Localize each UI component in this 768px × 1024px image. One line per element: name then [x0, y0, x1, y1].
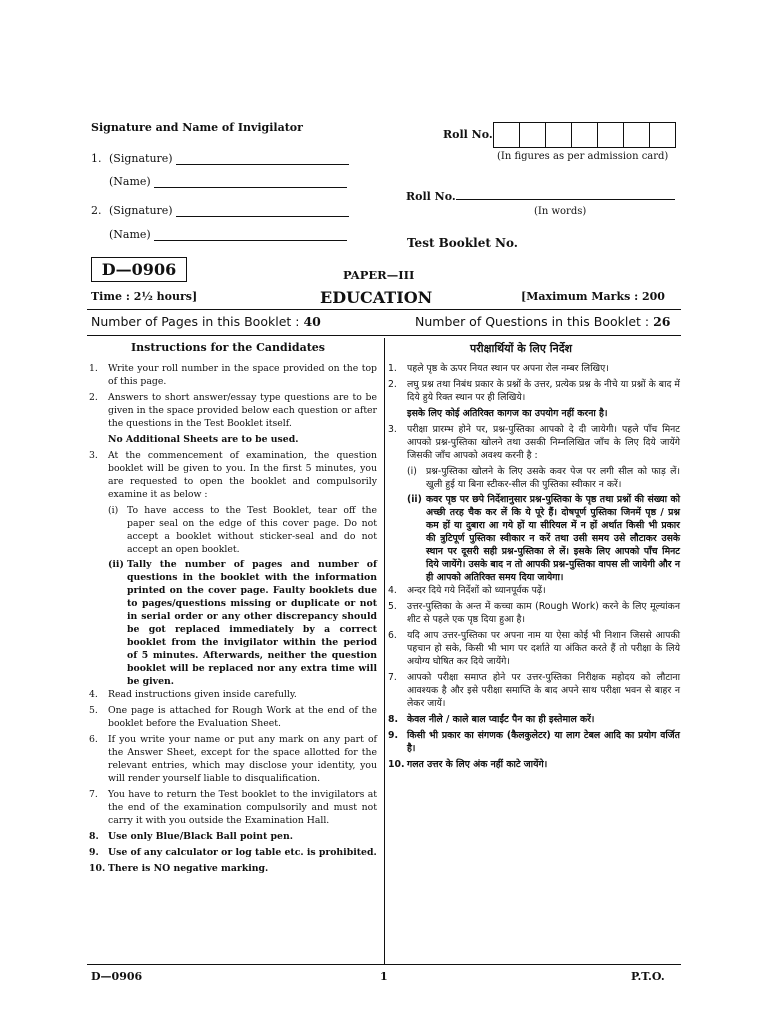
please-turn-over: P.T.O. [631, 970, 665, 983]
instruction-item [388, 584, 680, 597]
questions-count [415, 314, 671, 329]
divider [87, 335, 681, 336]
questions-count-label: Number of Questions in this Booklet : [415, 314, 654, 329]
instruction-item [388, 600, 680, 626]
item-text: One page is attached for Rough Work at the end of the booklet before the Evaluation Sheet. [108, 705, 377, 729]
name-line[interactable] [154, 230, 347, 241]
instruction-item [388, 423, 680, 462]
test-booklet-number-label: Test Booklet No. [407, 236, 518, 250]
item-number: 9. [388, 730, 399, 741]
instruction-item [89, 788, 377, 827]
english-instructions-list [89, 362, 377, 878]
item-number: 5. [89, 705, 98, 716]
item-number: 4. [388, 585, 397, 596]
instruction-item [388, 729, 680, 755]
item-text: At the commencement of examination, the question booklet will be given to you. In the first 5 minutes, you are requested to open the booklet and compulsorily examine it as below : [108, 450, 377, 500]
item-number: 2. [89, 392, 98, 403]
pages-count-label: Number of Pages in this Booklet : [91, 314, 304, 329]
instruction-item [89, 846, 377, 859]
footer-paper-code: D—0906 [91, 970, 143, 983]
item-text: Answers to short answer/essay type questions are to be given in the space provided below each question or after the questions in the Test Booklet itself. [108, 392, 377, 429]
subitem-text: To have access to the Test Booklet, tear off the paper seal on the edge of this cover page. Do not accept a booklet without sticker-seal and do not accept an open booklet. [127, 505, 377, 555]
maximum-marks: [Maximum Marks : 200 [521, 290, 665, 303]
hindi-instructions-list [388, 362, 680, 774]
roll-digit-box[interactable] [494, 123, 520, 147]
english-instructions-heading: Instructions for the Candidates [131, 341, 325, 354]
item-number: 6. [388, 630, 397, 641]
pages-count [91, 314, 321, 329]
instruction-subitem [108, 558, 377, 688]
questions-count-value: 26 [653, 314, 671, 329]
item-text: किसी भी प्रकार का संगणक (कैलकुलेटर) या लाग टेबल आदि का प्रयोग वर्जित है। [407, 730, 680, 754]
instruction-item [89, 830, 377, 843]
name-line[interactable] [154, 177, 347, 188]
roll-number-figures-label: Roll No. [443, 128, 493, 141]
item-text: अन्दर दिये गये निर्देशों को ध्यानपूर्वक पढ़ें। [407, 585, 546, 596]
column-divider [384, 338, 385, 964]
item-number: 7. [89, 789, 98, 800]
instruction-item [89, 449, 377, 501]
item-text: लघु प्रश्न तथा निबंध प्रकार के प्रश्नों के उत्तर, प्रत्येक प्रश्न के नीचे या प्रश्नों के बाद में दिये हुये रिक्त स्थान पर ही लिखिये। [407, 379, 680, 403]
item-number: 10. [388, 759, 405, 770]
instruction-item [388, 629, 680, 668]
instruction-note: No Additional Sheets are to be used. [108, 434, 299, 445]
roll-digit-box[interactable] [624, 123, 650, 147]
item-text: केवल नीले / काले बाल प्वाईंट पैन का ही इस्तेमाल करें। [407, 714, 595, 725]
signature-label: (Signature) [109, 204, 173, 217]
item-number: 8. [89, 831, 99, 842]
roll-words-note: (In words) [534, 206, 587, 217]
item-number: 8. [388, 714, 399, 725]
item-text: पहले पृष्ठ के ऊपर नियत स्थान पर अपना रोल नम्बर लिखिए। [407, 363, 609, 374]
item-text: If you write your name or put any mark on any part of the Answer Sheet, except for the space allotted for the relevant entries, which may disclose your identity, you will render yourself liable to disqualification. [108, 734, 377, 784]
item-text: Write your roll number in the space provided on the top of this page. [108, 363, 377, 387]
item-text: उत्तर-पुस्तिका के अन्त में कच्चा काम (Rough Work) करने के लिए मूल्यांकन शीट से पहले एक पृष्ठ दिया हुआ है। [407, 601, 680, 625]
paper-code-box: D—0906 [91, 257, 187, 282]
item-number: 1. [89, 363, 98, 374]
item-number: 5. [388, 601, 397, 612]
divider [87, 309, 681, 310]
roll-words-line[interactable] [456, 199, 675, 200]
item-number: 9. [89, 847, 99, 858]
roll-number-words-label: Roll No. [406, 190, 456, 203]
subitem-marker: (i) [407, 466, 417, 477]
invigilator-number: 1. [91, 152, 102, 165]
item-text: You have to return the Test booklet to the invigilators at the end of the examination compulsorily and must not carry it with you outside the Examination Hall. [108, 789, 377, 826]
roll-digit-box[interactable] [520, 123, 546, 147]
name-label: (Name) [109, 228, 151, 241]
invigilator-2-signature-row [91, 204, 349, 217]
signature-line[interactable] [176, 154, 349, 165]
item-text: आपको परीक्षा समाप्त होने पर उत्तर-पुस्तिका निरीक्षक महोदय को लौटाना आवश्यक है और इसे परीक्षा समाप्ति के बाद अपने साथ परीक्षा भवन से बाहर न लेकर जायें। [407, 672, 680, 709]
item-number: 3. [388, 424, 397, 435]
instruction-item [89, 362, 377, 388]
roll-figures-note: (In figures as per admission card) [497, 151, 669, 162]
item-text: There is NO negative marking. [108, 863, 269, 874]
invigilator-1-name-row [91, 175, 347, 188]
subitem-marker: (i) [108, 505, 119, 516]
item-text: Read instructions given inside carefully. [108, 689, 297, 700]
subitem-text: Tally the number of pages and number of questions in the booklet with the information printed on the cover page. Faulty booklets due to pages/questions missing or duplicate or not in serial order or any other discrepancy should be got replaced immediately by a correct booklet from the invigilator within the period of 5 minutes. Afterwards, neither the question booklet will be replaced nor any extra time will be given. [127, 559, 377, 687]
item-number: 3. [89, 450, 98, 461]
roll-digit-box[interactable] [650, 123, 675, 147]
divider [87, 964, 681, 965]
item-number: 2. [388, 379, 397, 390]
instruction-item [388, 671, 680, 710]
item-number: 10. [89, 863, 106, 874]
item-number: 6. [89, 734, 98, 745]
item-text: गलत उत्तर के लिए अंक नहीं काटे जायेंगे। [407, 759, 548, 770]
item-number: 4. [89, 689, 98, 700]
instruction-item [89, 391, 377, 430]
time-allowed: Time : 2½ hours] [91, 290, 198, 303]
instruction-item [388, 713, 680, 726]
instruction-item [89, 688, 377, 701]
subitem-text: कवर पृष्ठ पर छपे निर्देशानुसार प्रश्न-पुस्तिका के पृष्ठ तथा प्रश्नों की संख्या को अच्छी तरह चैक कर लें कि ये पूरे हैं। दोषपूर्ण पुस्तिका जिनमें पृष्ठ / प्रश्न कम हों या दुबारा आ गये हों या सीरियल में न हों अर्थात किसी भी प्रकार की त्रुटिपूर्ण पुस्तिका स्वीकार न करें तथा उसी समय उसे लौटाकर उसके स्थान पर दूसरी सही प्रश्न-पुस्तिका ले लें। इसके लिए आपको पाँच मिनट दिये जायेंगे। उसके बाद न तो आपकी प्रश्न-पुस्तिका वापस ली जायेगी और न ही आपको अतिरिक्त समय दिया जायेगा। [426, 494, 680, 583]
roll-digit-box[interactable] [598, 123, 624, 147]
instruction-subitem [108, 504, 377, 556]
item-text: Use only Blue/Black Ball point pen. [108, 831, 293, 842]
hindi-instructions-heading: परीक्षार्थियों के लिए निर्देश [470, 342, 573, 355]
subitem-text: प्रश्न-पुस्तिका खोलने के लिए उसके कवर पेज पर लगी सील को फाड़ लें। खुली हुई या बिना स्टीकर-सील की पुस्तिका स्वीकार न करें। [426, 466, 680, 490]
name-label: (Name) [109, 175, 151, 188]
signature-label: (Signature) [109, 152, 173, 165]
instruction-item [388, 378, 680, 404]
instruction-subitem [407, 493, 680, 584]
instruction-item [388, 362, 680, 375]
instruction-item [89, 704, 377, 730]
roll-number-boxes[interactable] [493, 122, 676, 148]
instruction-item [89, 862, 377, 875]
subject-title: EDUCATION [320, 288, 433, 307]
item-number: 7. [388, 672, 397, 683]
instruction-subitem [407, 465, 680, 491]
item-text: यदि आप उत्तर-पुस्तिका पर अपना नाम या ऐसा कोई भी निशान जिससे आपकी पहचान हो सके, किसी भी भाग पर दर्शाते या अंकित करते हैं तो परीक्षा के लिये अयोग्य घोषित कर दिये जायेंगे। [407, 630, 680, 667]
signature-line[interactable] [176, 206, 349, 217]
paper-number: PAPER—III [343, 268, 415, 282]
roll-digit-box[interactable] [572, 123, 598, 147]
subitem-marker: (ii) [407, 494, 422, 505]
item-text: परीक्षा प्रारम्भ होने पर, प्रश्न-पुस्तिका आपको दे दी जायेगी। पहले पाँच मिनट आपको प्रश्न-पुस्तिका खोलने तथा उसकी निम्नलिखित जाँच के लिए दिये जायेंगे जिसकी जाँच आपको अवश्य करनी है : [407, 424, 680, 461]
invigilator-2-name-row [91, 228, 347, 241]
item-number: 1. [388, 363, 397, 374]
pages-count-value: 40 [303, 314, 321, 329]
instruction-item [89, 733, 377, 785]
invigilator-number: 2. [91, 204, 102, 217]
instruction-note: इसके लिए कोई अतिरिक्त कागज का उपयोग नहीं करना है। [407, 408, 608, 419]
roll-digit-box[interactable] [546, 123, 572, 147]
invigilator-title: Signature and Name of Invigilator [91, 121, 303, 134]
item-text: Use of any calculator or log table etc. is prohibited. [108, 847, 377, 858]
subitem-marker: (ii) [108, 559, 124, 570]
invigilator-1-signature-row [91, 152, 349, 165]
instruction-item [388, 758, 680, 771]
page-number: 1 [380, 970, 388, 983]
